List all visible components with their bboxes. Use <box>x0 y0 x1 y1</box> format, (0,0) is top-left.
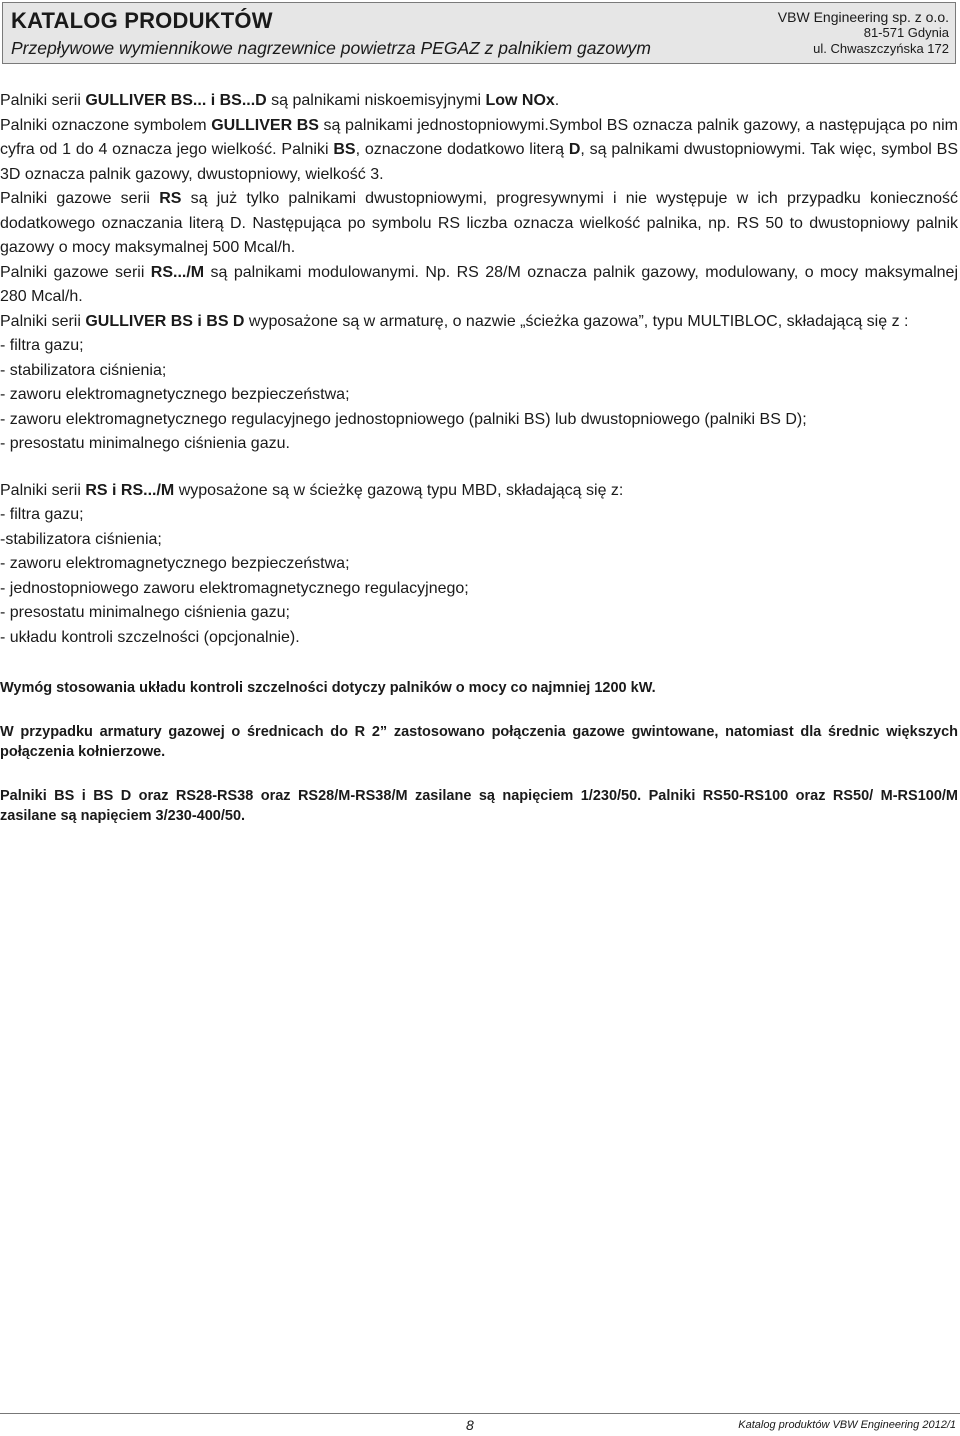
text-run: BS <box>333 141 356 158</box>
list-item: - zaworu elektromagnetycznego bezpieczeństwa; <box>0 555 350 572</box>
page-header <box>2 2 956 64</box>
footer-divider <box>0 1413 960 1414</box>
text-run: Palniki serii <box>0 312 86 330</box>
text-run: RS i RS.../M <box>85 481 175 499</box>
multibloc-component-list <box>0 334 958 457</box>
text-run: są palnikami niskoemisyjnymi <box>266 92 486 109</box>
paragraph-rs-modulated <box>0 261 958 310</box>
company-address <box>778 9 949 57</box>
text-run: GULLIVER BS <box>211 116 319 134</box>
mbd-component-list <box>0 503 958 650</box>
list-item: - jednostopniowego zaworu elektromagnetycznego regulacyjnego; <box>0 579 469 597</box>
list-item: - presostatu minimalnego ciśnienia gazu; <box>0 604 290 621</box>
paragraph-multibloc <box>0 310 958 335</box>
text-run: są palnikami jednostopniowymi.Symbol BS oznacza palnik gazowy, a następująca po nim cyfra od 1 do 4 oznacza jego wielkość. Palniki <box>0 116 959 158</box>
text-run: GULLIVER BS... i BS...D <box>85 92 267 109</box>
list-item: - zaworu elektromagnetycznego regulacyjnego jednostopniowego (palniki BS) lub dwustopniowego (palniki BS D); <box>0 410 807 428</box>
text-run: GULLIVER BS i BS D <box>85 312 245 330</box>
company-name: VBW Engineering sp. z o.o. <box>777 9 949 25</box>
list-item: - filtra gazu; <box>0 506 84 523</box>
paragraph-bs-symbols <box>0 114 958 188</box>
text-run: Palniki gazowe serii <box>0 263 151 281</box>
text-run: Palniki gazowe serii <box>0 190 160 207</box>
text-run: , oznaczone dodatkowo literą <box>355 141 569 158</box>
text-run: są palnikami modulowanymi. Np. RS 28/M oznacza palnik gazowy, modulowany, o mocy maksymalnej 280 Mcal/h. <box>0 263 959 305</box>
list-item: - filtra gazu; <box>0 337 84 354</box>
catalog-title: KATALOG PRODUKTÓW <box>11 8 273 33</box>
page-number: 8 <box>466 1417 474 1433</box>
list-item: - układu kontroli szczelności (opcjonalnie). <box>0 628 300 646</box>
text-run: wyposażone są w ścieżkę gazową typu MBD, składającą się z: <box>174 481 624 499</box>
note-power-supply: Palniki BS i BS D oraz RS28-RS38 oraz RS28/M-RS38/M zasilane są napięciem 1/230/50. Palniki RS50-RS100 oraz RS50/ M-RS100/M zasilane są napięciem 3/230-400/50. <box>0 788 958 824</box>
text-run: wyposażone są w armaturę, o nazwie „ścieżka gazowa”, typu MULTIBLOC, składającą się z : <box>244 312 909 330</box>
text-run: . <box>554 92 560 109</box>
list-item: - presostatu minimalnego ciśnienia gazu. <box>0 435 290 452</box>
text-run: Low NOx <box>485 92 555 109</box>
paragraph-mbd <box>0 479 958 504</box>
text-run: RS.../M <box>150 263 205 281</box>
note-leak-control: Wymóg stosowania układu kontroli szczelności dotyczy palników o mocy co najmniej 1200 kW. <box>0 680 656 696</box>
company-street: ul. Chwaszczyńska 172 <box>813 41 949 56</box>
text-run: D <box>568 141 581 158</box>
text-run: , są palnikami dwustopniowymi. Tak więc, symbol BS 3D oznacza palnik gazowy, dwustopniowy, wielkość 3. <box>0 141 959 183</box>
paragraph-rs-series <box>0 187 958 261</box>
list-item: -stabilizatora ciśnienia; <box>0 530 162 548</box>
text-run: Palniki serii <box>0 92 86 109</box>
text-run: Palniki oznaczone symbolem <box>0 116 212 134</box>
footer-catalog-label: Katalog produktów VBW Engineering 2012/1 <box>738 1419 956 1431</box>
company-postal: 81-571 Gdynia <box>863 25 949 40</box>
list-item: - stabilizatora ciśnienia; <box>0 361 167 379</box>
note-gas-connections: W przypadku armatury gazowej o średnicach do R 2” zastosowano połączenia gazowe gwintowane, natomiast dla średnic większych połączenia kołnierzowe. <box>0 724 958 760</box>
catalog-subtitle: Przepływowe wymiennikowe nagrzewnice powietrza PEGAZ z palnikiem gazowym <box>11 38 651 58</box>
list-item: - zaworu elektromagnetycznego bezpieczeństwa; <box>0 386 350 403</box>
paragraph-low-nox <box>0 89 958 114</box>
text-run: Palniki serii <box>0 481 86 499</box>
document-body <box>0 89 958 826</box>
text-run: są już tylko palnikami dwustopniowymi, progresywnymi i nie występuje w ich przypadku konieczność dodatkowego oznaczania literą D. Następująca po symbolu RS liczba oznacza wielkość palnika, np. RS 50 to dwustopniowy palnik gazowy o mocy maksymalnej 500 Mcal/h. <box>0 190 959 256</box>
text-run: RS <box>159 190 182 207</box>
